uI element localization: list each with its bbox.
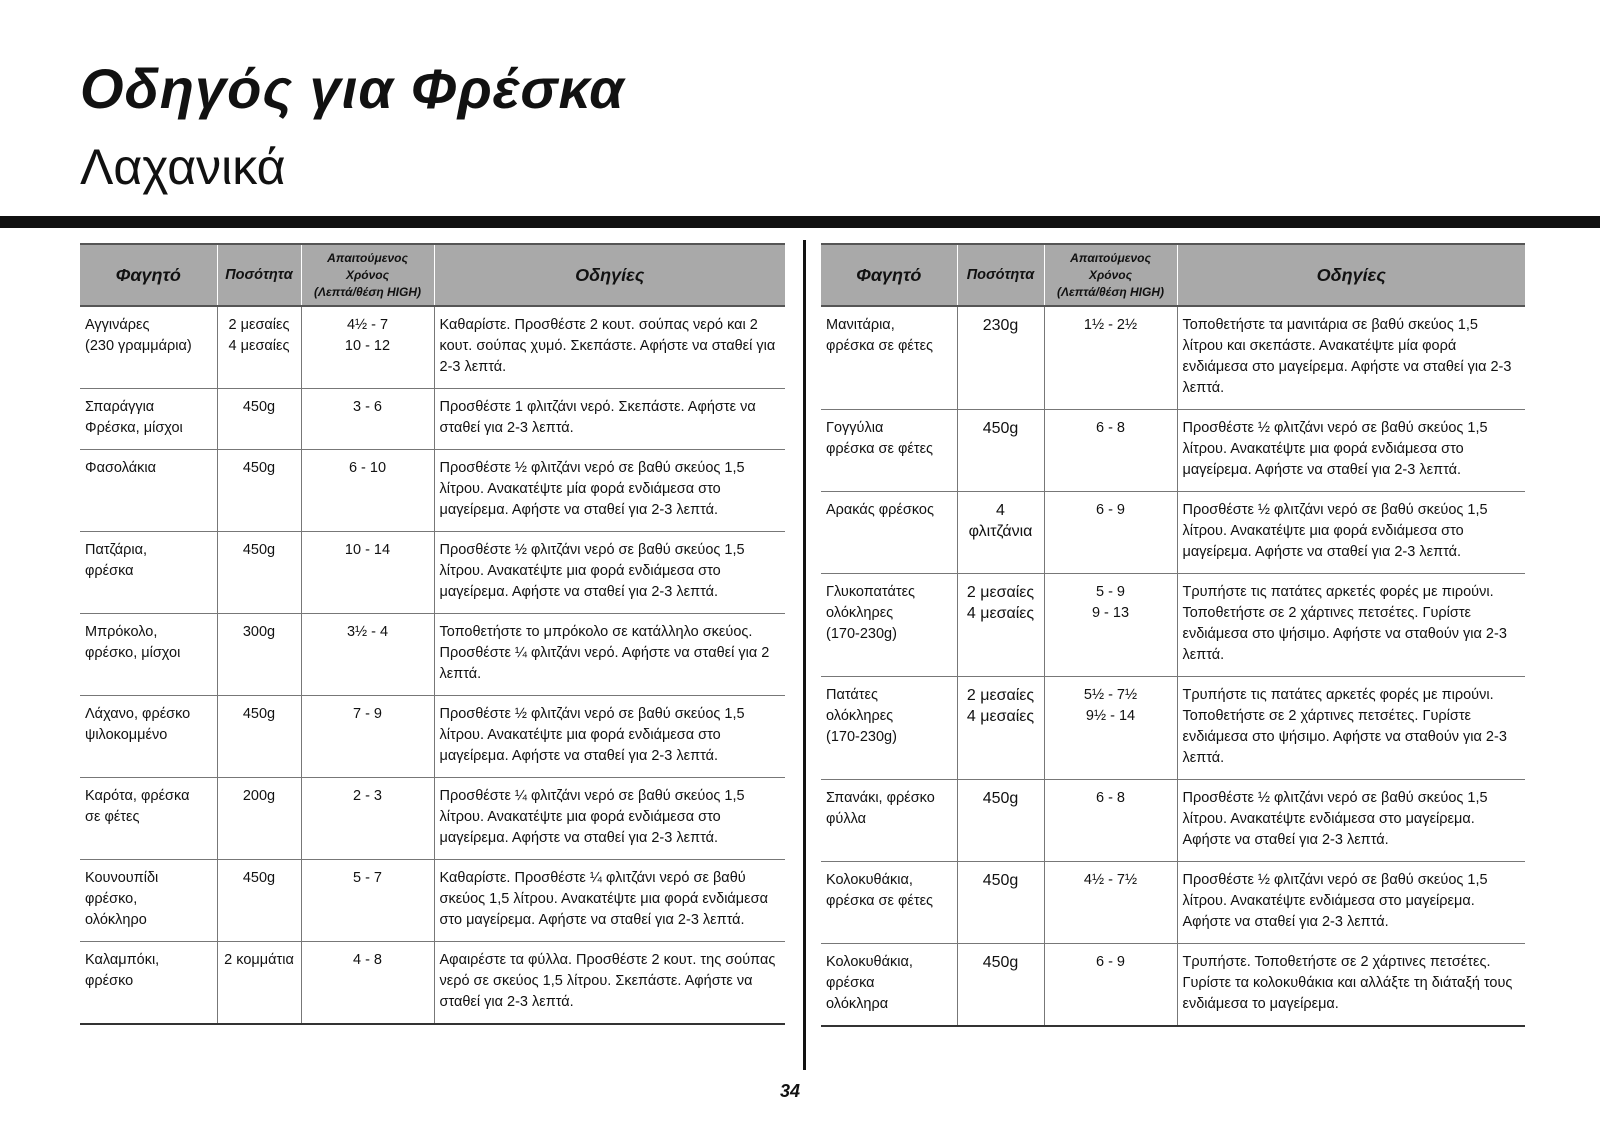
instructions-cell: Προσθέστε ½ φλιτζάνι νερό σε βαθύ σκεύος 1,5 λίτρου. Ανακατέψτε μια φορά ενδιάμεσα στο μαγείρεμα. Αφήστε να σταθεί για 2-3 λεπτά. xyxy=(434,532,785,614)
quantity-cell: 2 μεσαίες 4 μεσαίες xyxy=(217,306,301,389)
time-cell: 3 - 6 xyxy=(301,389,434,450)
instructions-cell: Προσθέστε ¼ φλιτζάνι νερό σε βαθύ σκεύος 1,5 λίτρου. Ανακατέψτε μια φορά ενδιάμεσα στο μαγείρεμα. Αφήστε να σταθεί για 2-3 λεπτά. xyxy=(434,778,785,860)
food-cell: Καρότα, φρέσκα σε φέτες xyxy=(80,778,217,860)
quantity-cell: 230g xyxy=(957,306,1044,410)
food-cell: Πατάτες ολόκληρες (170-230g) xyxy=(821,677,957,780)
table-row xyxy=(80,778,785,860)
instructions-cell: Αφαιρέστε τα φύλλα. Προσθέστε 2 κουτ. της σούπας νερό σε σκεύος 1,5 λίτρου. Σκεπάστε. Αφήστε να σταθεί για 2-3 λεπτά. xyxy=(434,942,785,1025)
instructions-cell: Προσθέστε ½ φλιτζάνι νερό σε βαθύ σκεύος 1,5 λίτρου. Ανακατέψτε ενδιάμεσα στο μαγείρεμα. Αφήστε να σταθεί για 2-3 λεπτά. xyxy=(1177,862,1525,944)
table-row xyxy=(80,696,785,778)
table-row xyxy=(821,944,1525,1027)
quantity-cell: 450g xyxy=(957,780,1044,862)
column-divider xyxy=(803,240,806,1070)
table-row xyxy=(80,532,785,614)
quantity-cell: 450g xyxy=(957,410,1044,492)
instructions-cell: Τρυπήστε τις πατάτες αρκετές φορές με πιρούνι. Τοποθετήστε σε 2 χάρτινες πετσέτες. Γυρίστε ενδιάμεσα στο ψήσιμο. Αφήστε να σταθούν για 2-3 λεπτά. xyxy=(1177,574,1525,677)
time-cell: 4½ - 7½ xyxy=(1044,862,1177,944)
quantity-cell: 450g xyxy=(217,860,301,942)
time-cell: 6 - 8 xyxy=(1044,780,1177,862)
time-cell: 10 - 14 xyxy=(301,532,434,614)
header-quantity: Ποσότητα xyxy=(957,244,1044,306)
food-cell: Κολοκυθάκια, φρέσκα ολόκληρα xyxy=(821,944,957,1027)
quantity-cell: 450g xyxy=(957,862,1044,944)
table-row xyxy=(80,942,785,1025)
quantity-cell: 450g xyxy=(217,450,301,532)
table-row xyxy=(821,306,1525,410)
table-row xyxy=(80,389,785,450)
food-cell: Γλυκοπατάτες ολόκληρες (170-230g) xyxy=(821,574,957,677)
food-cell: Κολοκυθάκια, φρέσκα σε φέτες xyxy=(821,862,957,944)
time-cell: 1½ - 2½ xyxy=(1044,306,1177,410)
table-row xyxy=(821,780,1525,862)
food-cell: Μπρόκολο, φρέσκο, μίσχοι xyxy=(80,614,217,696)
instructions-cell: Προσθέστε ½ φλιτζάνι νερό σε βαθύ σκεύος 1,5 λίτρου. Ανακατέψτε μια φορά ενδιάμεσα στο μαγείρεμα. Αφήστε να σταθεί για 2-3 λεπτά. xyxy=(434,696,785,778)
instructions-cell: Προσθέστε ½ φλιτζάνι νερό σε βαθύ σκεύος 1,5 λίτρου. Ανακατέψτε ενδιάμεσα στο μαγείρεμα. Αφήστε να σταθεί για 2-3 λεπτά. xyxy=(1177,780,1525,862)
time-cell: 6 - 9 xyxy=(1044,944,1177,1027)
table-row xyxy=(821,862,1525,944)
header-food: Φαγητό xyxy=(821,244,957,306)
time-cell: 6 - 10 xyxy=(301,450,434,532)
quantity-cell: 2 κομμάτια xyxy=(217,942,301,1025)
quantity-cell: 300g xyxy=(217,614,301,696)
page-subtitle: Λαχανικά xyxy=(80,139,286,195)
table-row xyxy=(80,614,785,696)
food-cell: Αγγινάρες (230 γραμμάρια) xyxy=(80,306,217,389)
quantity-cell: 200g xyxy=(217,778,301,860)
table-row xyxy=(80,450,785,532)
food-cell: Φασολάκια xyxy=(80,450,217,532)
header-food: Φαγητό xyxy=(80,244,217,306)
header-time: Απαιτούμενος Χρόνος (Λεπτά/θέση HIGH) xyxy=(301,244,434,306)
food-cell: Πατζάρια, φρέσκα xyxy=(80,532,217,614)
table-row xyxy=(80,306,785,389)
time-cell: 6 - 9 xyxy=(1044,492,1177,574)
quantity-cell: 2 μεσαίες 4 μεσαίες xyxy=(957,574,1044,677)
page-title: Οδηγός για Φρέσκα xyxy=(80,57,625,120)
food-cell: Σπαράγγια Φρέσκα, μίσχοι xyxy=(80,389,217,450)
table-row xyxy=(80,860,785,942)
food-cell: Σπανάκι, φρέσκο φύλλα xyxy=(821,780,957,862)
quantity-cell: 450g xyxy=(957,944,1044,1027)
quantity-cell: 4 φλιτζάνια xyxy=(957,492,1044,574)
time-cell: 6 - 8 xyxy=(1044,410,1177,492)
instructions-cell: Καθαρίστε. Προσθέστε ¼ φλιτζάνι νερό σε βαθύ σκεύος 1,5 λίτρου. Ανακατέψτε μια φορά ενδιάμεσα στο μαγείρεμα. Αφήστε να σταθεί για 2-3 λεπτά. xyxy=(434,860,785,942)
cooking-table-right xyxy=(821,243,1525,1027)
instructions-cell: Προσθέστε ½ φλιτζάνι νερό σε βαθύ σκεύος 1,5 λίτρου. Ανακατέψτε μια φορά ενδιάμεσα στο μαγείρεμα. Αφήστε να σταθεί για 2-3 λεπτά. xyxy=(1177,492,1525,574)
food-cell: Μανιτάρια, φρέσκα σε φέτες xyxy=(821,306,957,410)
table-header-row xyxy=(80,244,785,306)
instructions-cell: Τοποθετήστε τα μανιτάρια σε βαθύ σκεύος 1,5 λίτρου και σκεπάστε. Ανακατέψτε μία φορά ενδιάμεσα στο μαγείρεμα. Αφήστε να σταθεί για 2-3 λεπτά. xyxy=(1177,306,1525,410)
quantity-cell: 450g xyxy=(217,389,301,450)
instructions-cell: Τοποθετήστε το μπρόκολο σε κατάλληλο σκεύος. Προσθέστε ¼ φλιτζάνι νερό. Αφήστε να σταθεί για 2 λεπτά. xyxy=(434,614,785,696)
quantity-cell: 450g xyxy=(217,696,301,778)
time-cell: 3½ - 4 xyxy=(301,614,434,696)
header-instructions: Οδηγίες xyxy=(434,244,785,306)
header-rule xyxy=(0,216,1600,228)
instructions-cell: Προσθέστε ½ φλιτζάνι νερό σε βαθύ σκεύος 1,5 λίτρου. Ανακατέψτε μία φορά ενδιάμεσα στο μαγείρεμα. Αφήστε να σταθεί για 2-3 λεπτά. xyxy=(434,450,785,532)
food-cell: Κουνουπίδι φρέσκο, ολόκληρο xyxy=(80,860,217,942)
time-cell: 5 - 7 xyxy=(301,860,434,942)
food-cell: Αρακάς φρέσκος xyxy=(821,492,957,574)
time-cell: 5½ - 7½ 9½ - 14 xyxy=(1044,677,1177,780)
food-cell: Γογγύλια φρέσκα σε φέτες xyxy=(821,410,957,492)
instructions-cell: Προσθέστε 1 φλιτζάνι νερό. Σκεπάστε. Αφήστε να σταθεί για 2-3 λεπτά. xyxy=(434,389,785,450)
instructions-cell: Προσθέστε ½ φλιτζάνι νερό σε βαθύ σκεύος 1,5 λίτρου. Ανακατέψτε μια φορά ενδιάμεσα στο μαγείρεμα. Αφήστε να σταθεί για 2-3 λεπτά. xyxy=(1177,410,1525,492)
time-cell: 2 - 3 xyxy=(301,778,434,860)
food-cell: Λάχανο, φρέσκο ψιλοκομμένο xyxy=(80,696,217,778)
time-cell: 7 - 9 xyxy=(301,696,434,778)
time-cell: 5 - 9 9 - 13 xyxy=(1044,574,1177,677)
table-row xyxy=(821,677,1525,780)
cooking-table-left xyxy=(80,243,785,1025)
instructions-cell: Καθαρίστε. Προσθέστε 2 κουτ. σούπας νερό και 2 κουτ. σούπας χυμό. Σκεπάστε. Αφήστε να σταθεί για 2-3 λεπτά. xyxy=(434,306,785,389)
header-instructions: Οδηγίες xyxy=(1177,244,1525,306)
header-time: Απαιτούμενος Χρόνος (Λεπτά/θέση HIGH) xyxy=(1044,244,1177,306)
table-header-row xyxy=(821,244,1525,306)
time-cell: 4 - 8 xyxy=(301,942,434,1025)
page-number: 34 xyxy=(780,1081,801,1101)
quantity-cell: 450g xyxy=(217,532,301,614)
time-cell: 4½ - 7 10 - 12 xyxy=(301,306,434,389)
instructions-cell: Τρυπήστε τις πατάτες αρκετές φορές με πιρούνι. Τοποθετήστε σε 2 χάρτινες πετσέτες. Γυρίστε ενδιάμεσα στο ψήσιμο. Αφήστε να σταθούν για 2-3 λεπτά. xyxy=(1177,677,1525,780)
quantity-cell: 2 μεσαίες 4 μεσαίες xyxy=(957,677,1044,780)
table-row xyxy=(821,492,1525,574)
instructions-cell: Τρυπήστε. Τοποθετήστε σε 2 χάρτινες πετσέτες. Γυρίστε τα κολοκυθάκια και αλλάξτε τη διάταξή τους ενδιάμεσα το μαγείρεμα. xyxy=(1177,944,1525,1027)
table-row xyxy=(821,574,1525,677)
food-cell: Καλαμπόκι, φρέσκο xyxy=(80,942,217,1025)
table-row xyxy=(821,410,1525,492)
header-quantity: Ποσότητα xyxy=(217,244,301,306)
